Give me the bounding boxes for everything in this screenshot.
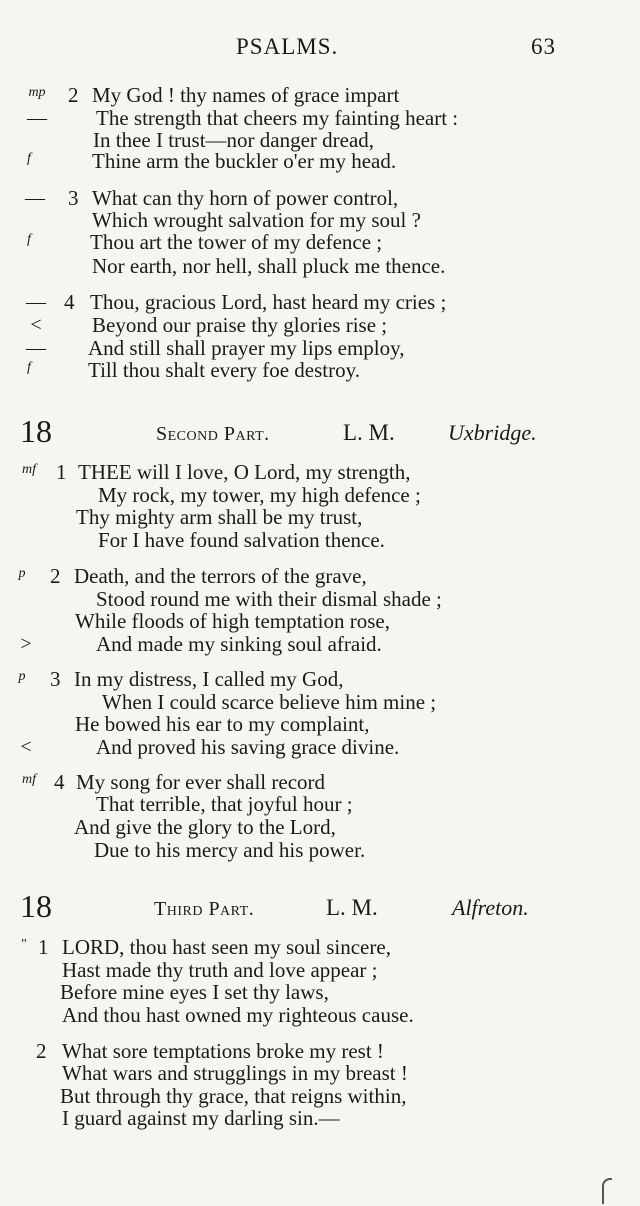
hymn-number: 18 <box>20 888 52 924</box>
tune-name: Alfreton. <box>452 895 529 920</box>
dynamic-mark: — <box>27 107 47 129</box>
verse-text: For I have found salvation thence. <box>98 528 385 552</box>
verse-text: What can thy horn of power control, <box>92 186 399 210</box>
verse-line <box>0 712 640 736</box>
hymn-number: 18 <box>20 413 52 449</box>
verse-line <box>0 230 640 254</box>
verse-text: LORD, thou hast seen my soul sincere, <box>62 935 391 959</box>
verse-text: That terrible, that joyful hour ; <box>96 792 353 816</box>
stanza-number: 4 <box>54 770 65 794</box>
verse-text: And give the glory to the Lord, <box>74 815 336 839</box>
dynamic-mark: < <box>30 314 42 336</box>
tune-name: Uxbridge. <box>448 420 537 445</box>
stanza-number: 3 <box>50 667 61 691</box>
dynamic-mark: '' <box>21 937 27 952</box>
verse-text: Till thou shalt every foe destroy. <box>88 358 360 382</box>
verse-text: Death, and the terrors of the grave, <box>74 564 367 588</box>
verse-text: Due to his mercy and his power. <box>94 838 366 862</box>
verse-line <box>0 254 640 278</box>
verse-line <box>0 505 640 529</box>
verse-line <box>0 1003 640 1027</box>
dynamic-mark: — <box>26 337 46 359</box>
dynamic-mark: mf <box>22 772 36 787</box>
page-edge-mark <box>602 1178 612 1204</box>
stanza-number: 2 <box>68 83 79 107</box>
verse-line <box>0 609 640 633</box>
verse-line <box>0 186 640 210</box>
verse-text: When I could scarce believe him mine ; <box>102 690 437 714</box>
verse-text: Stood round me with their dismal shade ; <box>96 587 442 611</box>
verse-text: What sore temptations broke my rest ! <box>62 1039 384 1063</box>
verse-text: Nor earth, nor hell, shall pluck me thence. <box>92 254 446 278</box>
verse-line <box>0 149 640 173</box>
verse-text: Thou art the tower of my defence ; <box>90 230 383 254</box>
verse-line <box>0 838 640 862</box>
verse-line <box>0 1061 640 1085</box>
verse-line <box>0 735 640 759</box>
verse-line <box>0 528 640 552</box>
verse-text: The strength that cheers my fainting heart : <box>96 106 459 130</box>
verse-line <box>0 980 640 1004</box>
verse-line <box>0 564 640 588</box>
verse-line <box>0 792 640 816</box>
stanza-number: 2 <box>36 1039 47 1063</box>
verse-text: Thy mighty arm shall be my trust, <box>76 505 363 529</box>
dynamic-mark: < <box>20 736 32 758</box>
verse-text: Beyond our praise thy glories rise ; <box>92 313 388 337</box>
verse-line <box>0 460 640 484</box>
dynamic-mark: f <box>27 360 31 375</box>
verse-text: And made my sinking soul afraid. <box>96 632 382 656</box>
verse-text: Which wrought salvation for my soul ? <box>92 208 421 232</box>
verse-line <box>0 632 640 656</box>
verse-text: In thee I trust—nor danger dread, <box>93 128 375 152</box>
verse-line <box>0 667 640 691</box>
dynamic-mark: p <box>18 669 26 684</box>
verse-line <box>0 770 640 794</box>
verse-line <box>0 483 640 507</box>
stanza-number: 1 <box>38 935 49 959</box>
running-title: PSALMS. <box>236 34 339 59</box>
verse-line <box>0 958 640 982</box>
page-header <box>0 34 640 64</box>
verse-text: Thine arm the buckler o'er my head. <box>92 149 397 173</box>
verse-text: While floods of high temptation rose, <box>75 609 390 633</box>
verse-line <box>0 83 640 107</box>
hymn-meter: L. M. <box>326 895 378 920</box>
verse-line <box>0 358 640 382</box>
stanza-number: 2 <box>50 564 61 588</box>
verse-text: He bowed his ear to my complaint, <box>75 712 370 736</box>
hymn-heading <box>0 413 640 449</box>
dynamic-mark: mf <box>22 462 36 477</box>
verse-line <box>0 587 640 611</box>
stanza-number: 1 <box>56 460 67 484</box>
verse-text: And proved his saving grace divine. <box>96 735 400 759</box>
verse-text: My God ! thy names of grace impart <box>92 83 400 107</box>
dynamic-mark: f <box>27 232 31 247</box>
verse-line <box>0 290 640 314</box>
dynamic-mark: f <box>27 151 31 166</box>
verse-text: And thou hast owned my righteous cause. <box>62 1003 414 1027</box>
dynamic-mark: mp <box>28 85 46 100</box>
hymn-meter: L. M. <box>343 420 395 445</box>
verse-text: Hast made thy truth and love appear ; <box>62 958 378 982</box>
verse-line <box>0 336 640 360</box>
verse-text: Thou, gracious Lord, hast heard my cries ; <box>90 290 447 314</box>
page-number: 63 <box>531 34 556 59</box>
stanza-number: 4 <box>64 290 75 314</box>
hymn-heading <box>0 888 640 924</box>
hymn-part: Third Part. <box>154 898 255 920</box>
verse-text: My song for ever shall record <box>76 770 326 794</box>
verse-line <box>0 690 640 714</box>
verse-text: My rock, my tower, my high defence ; <box>98 483 421 507</box>
verse-text: What wars and strugglings in my breast ! <box>62 1061 408 1085</box>
stanza-number: 3 <box>68 186 79 210</box>
verse-line <box>0 313 640 337</box>
verse-line <box>0 935 640 959</box>
verse-text: In my distress, I called my God, <box>74 667 344 691</box>
verse-line <box>0 815 640 839</box>
dynamic-mark: > <box>20 633 32 655</box>
hymn-part: Second Part. <box>156 423 270 445</box>
dynamic-mark: p <box>18 566 26 581</box>
verse-line <box>0 106 640 130</box>
verse-text: I guard against my darling sin.— <box>62 1106 340 1130</box>
dynamic-mark: — <box>26 291 46 313</box>
verse-line <box>0 208 640 232</box>
verse-text: THEE will I love, O Lord, my strength, <box>78 460 411 484</box>
verse-line <box>0 1106 640 1130</box>
verse-line <box>0 1084 640 1108</box>
verse-text: And still shall prayer my lips employ, <box>88 336 405 360</box>
verse-text: Before mine eyes I set thy laws, <box>60 980 329 1004</box>
dynamic-mark: — <box>25 187 45 209</box>
verse-line <box>0 1039 640 1063</box>
verse-text: But through thy grace, that reigns within, <box>60 1084 407 1108</box>
